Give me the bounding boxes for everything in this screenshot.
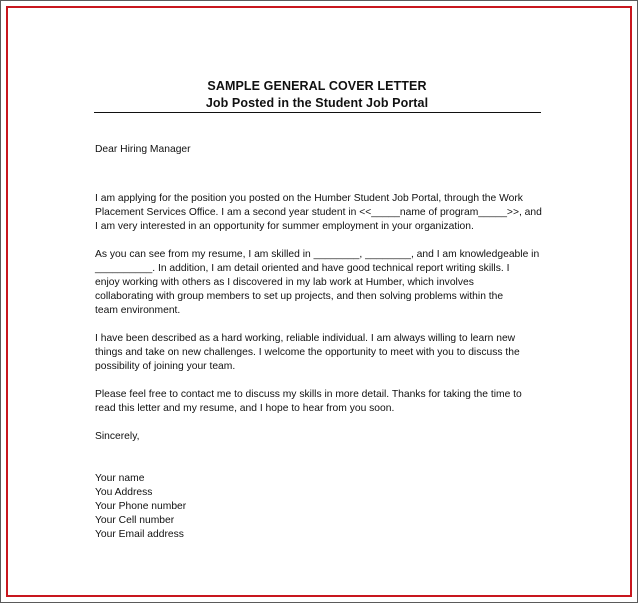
title-divider [94,112,541,113]
paragraph-line: things and take on new challenges. I welcome the opportunity to meet with you to discuss the [95,347,520,358]
paragraph-1 [95,192,555,234]
paragraph-3 [95,332,555,374]
paragraph-line: read this letter and my resume, and I hope to hear from you soon. [95,403,395,414]
paragraph-line: Please feel free to contact me to discuss my skills in more detail. Thanks for taking the time to [95,389,522,400]
signature-email: Your Email address [95,529,184,540]
paragraph-line: team environment. [95,305,181,316]
salutation [95,143,555,157]
closing [95,430,555,444]
salutation-text: Dear Hiring Manager [95,144,191,155]
paragraph-line: possibility of joining your team. [95,361,236,372]
signature-phone: Your Phone number [95,501,187,512]
paragraph-line: I have been described as a hard working, reliable individual. I am always willing to learn new [95,333,516,344]
letter-subtitle: Job Posted in the Student Job Portal [205,96,429,110]
paragraph-line: __________. In addition, I am detail oriented and have good technical report writing skills. I [95,263,510,274]
closing-text: Sincerely, [95,431,140,442]
paragraph-line: enjoy working with others as I discovered in my lab work at Humber, which involves [95,277,474,288]
letter-title: SAMPLE GENERAL COVER LETTER [207,79,427,93]
paragraph-line: I am applying for the position you posted on the Humber Student Job Portal, through the Work [95,193,523,204]
paragraph-line: As you can see from my resume, I am skilled in ________, ________, and I am knowledgeable in [95,249,540,260]
signature-block [95,472,555,542]
paragraph-line: collaborating with group members to set up projects, and then solving problems within the [95,291,504,302]
signature-cell: Your Cell number [95,515,175,526]
paragraph-2 [95,248,555,318]
paragraph-4 [95,388,555,416]
signature-name: Your name [95,473,145,484]
paragraph-line: Placement Services Office. I am a second year student in <<_____name of program_____>>, and [95,207,542,218]
paragraph-line: I am very interested in an opportunity for summer employment in your organization. [95,221,474,232]
signature-address: You Address [95,487,153,498]
